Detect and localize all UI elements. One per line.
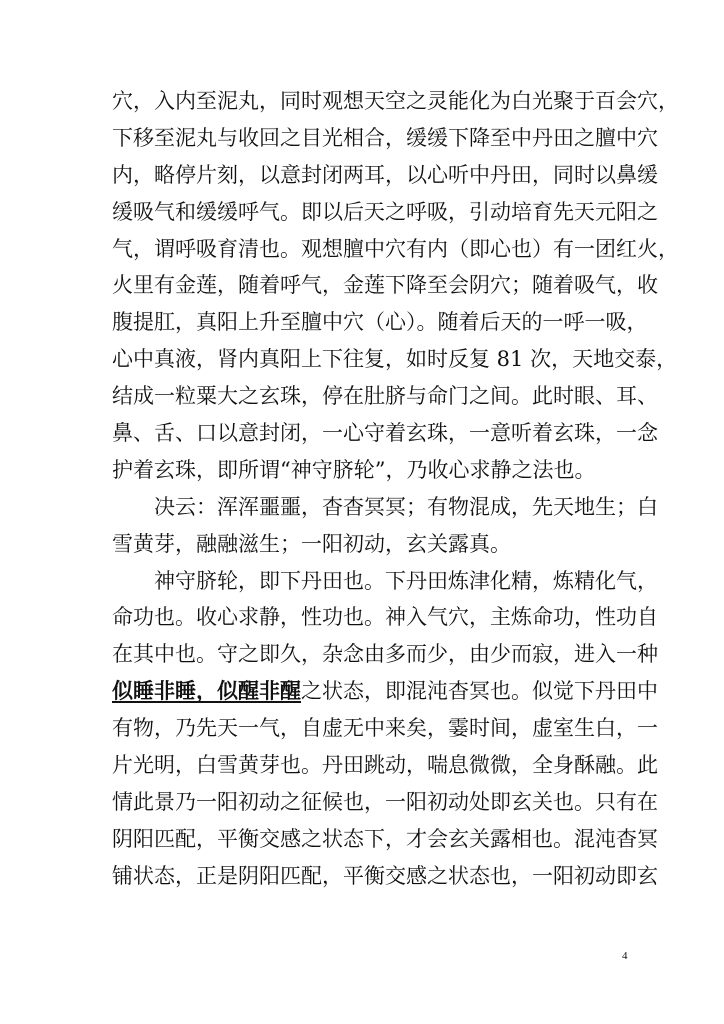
text-line-18: 有物，乃先天一气，自虚无中来矣，霎时间，虚室生白，一 (112, 716, 658, 741)
page-number: 4 (622, 950, 628, 962)
text-line-20: 情此景乃一阳初动之征候也，一阳初动处即玄关也。只有在 (112, 789, 658, 814)
text-line-10: 鼻、舌、口以意封闭，一心守着玄珠，一意听着玄珠，一念 (112, 421, 658, 446)
text-line-16: 在其中也。守之即久，杂念由多而少，由少而寂，进入一种 (112, 642, 658, 667)
text-line-17 (112, 673, 658, 710)
text-line-11: 护着玄珠，即所谓“神守脐轮”，乃收心求静之法也。 (112, 457, 596, 482)
text-line-5: 气，谓呼吸育清也。观想膻中穴有内（即心也）有一团红火， (112, 236, 679, 261)
text-line-12: 决云：浑浑噩噩，杳杳冥冥；有物混成，先天地生；白 (112, 494, 658, 519)
text-line-4: 缓吸气和缓缓呼气。即以后天之呼吸，引动培育先天元阳之 (112, 199, 658, 224)
text-line-13: 雪黄芽，融融滋生；一阳初动，玄关露真。 (112, 531, 511, 556)
text-line-19: 片光明，白雪黄芽也。丹田跳动，喘息微微，全身酥融。此 (112, 753, 658, 778)
text-line-22: 铺状态，正是阴阳匹配，平衡交感之状态也，一阳初动即玄 (112, 863, 658, 888)
text-line-1: 穴，入内至泥丸，同时观想天空之灵能化为白光聚于百会穴， (112, 89, 679, 113)
text-line-7: 腹提肛，真阳上升至膻中穴（心）。随着后天的一呼一吸， (112, 310, 648, 335)
emphasis-line-rest: 之状态，即混沌杳冥也。似觉下丹田中 (301, 679, 658, 704)
text-line-9: 结成一粒粟大之玄珠，停在肚脐与命门之间。此时眼、耳、 (112, 384, 658, 409)
text-line-6: 火里有金莲，随着呼气，金莲下降至会阴穴；随着吸气，收 (112, 273, 658, 298)
text-line-15: 命功也。收心求静，性功也。神入气穴，主炼命功，性功自 (112, 605, 658, 630)
text-line-3: 内，略停片刻，以意封闭两耳，以心听中丹田，同时以鼻缓 (112, 162, 658, 187)
text-line-2: 下移至泥丸与收回之目光相合，缓缓下降至中丹田之膻中穴 (112, 125, 658, 150)
body-text (112, 83, 679, 895)
text-line-8: 心中真液，肾内真阳上下往复，如时反复 81 次，天地交泰， (112, 347, 678, 372)
emphasis-text: 似睡非睡，似醒非醒 (112, 678, 301, 704)
text-line-14: 神守脐轮，即下丹田也。下丹田炼津化精，炼精化气， (112, 568, 658, 593)
text-line-21: 阴阳匹配，平衡交感之状态下，才会玄关露相也。混沌杳冥 (112, 826, 658, 851)
